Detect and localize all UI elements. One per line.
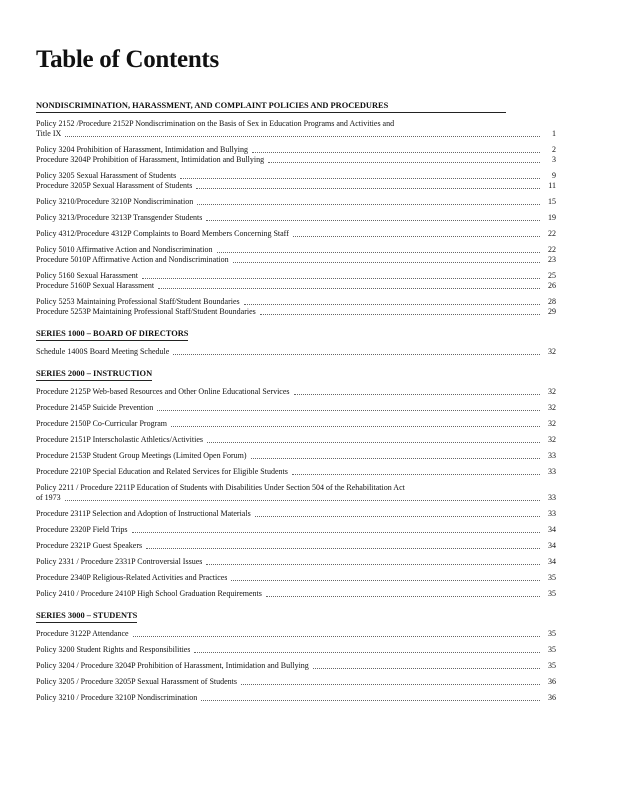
dot-leader bbox=[157, 410, 540, 411]
toc-entry[interactable] bbox=[36, 467, 556, 477]
toc-entry[interactable] bbox=[36, 403, 556, 413]
toc-group bbox=[36, 557, 556, 567]
toc-list bbox=[36, 95, 556, 709]
dot-leader bbox=[206, 220, 540, 221]
dot-leader bbox=[233, 262, 540, 263]
page-title: Table of Contents bbox=[36, 46, 219, 73]
toc-entry-title: Procedure 5010P Affirmative Action and Nondiscrimination bbox=[36, 255, 229, 264]
toc-entry[interactable] bbox=[36, 573, 556, 583]
toc-entry-page: 34 bbox=[548, 525, 556, 534]
toc-entry-page: 22 bbox=[548, 229, 556, 238]
toc-entry-title: Procedure 2340P Religious-Related Activities and Practices bbox=[36, 573, 228, 582]
toc-entry-page: 35 bbox=[548, 645, 556, 654]
toc-entry-page: 15 bbox=[548, 197, 556, 206]
toc-entry[interactable] bbox=[36, 387, 556, 397]
section-heading: SERIES 3000 – STUDENTS bbox=[36, 611, 137, 623]
toc-entry-title: Schedule 1400S Board Meeting Schedule bbox=[36, 347, 170, 356]
toc-group bbox=[36, 419, 556, 429]
toc-group bbox=[36, 171, 556, 191]
dot-leader bbox=[251, 458, 540, 459]
dot-leader bbox=[217, 252, 541, 253]
toc-entry[interactable] bbox=[36, 281, 556, 291]
toc-group bbox=[36, 645, 556, 655]
toc-group bbox=[36, 573, 556, 583]
toc-entry[interactable] bbox=[36, 451, 556, 461]
toc-group bbox=[36, 387, 556, 397]
section-heading: SERIES 2000 – INSTRUCTION bbox=[36, 369, 152, 381]
dot-leader bbox=[266, 596, 540, 597]
dot-leader bbox=[260, 314, 540, 315]
dot-leader bbox=[292, 474, 540, 475]
toc-entry[interactable] bbox=[36, 145, 556, 155]
toc-group bbox=[36, 467, 556, 477]
toc-entry-page: 32 bbox=[548, 435, 556, 444]
toc-entry-page: 22 bbox=[548, 245, 556, 254]
dot-leader bbox=[146, 548, 540, 549]
toc-entry-title: Policy 2152 /Procedure 2152P Nondiscrimination on the Basis of Sex in Education Programs and Activities and bbox=[36, 119, 395, 128]
toc-entry-page: 33 bbox=[548, 493, 556, 502]
toc-entry-title: Procedure 2151P Interscholastic Athletics/Activities bbox=[36, 435, 203, 444]
dot-leader bbox=[173, 354, 540, 355]
toc-entry-title: Policy 2331 / Procedure 2331P Controversial Issues bbox=[36, 557, 203, 566]
toc-entry-title: Procedure 3205P Sexual Harassment of Students bbox=[36, 181, 193, 190]
toc-entry-title: Policy 3213/Procedure 3213P Transgender Students bbox=[36, 213, 203, 222]
toc-entry-title: Policy 3200 Student Rights and Responsibilities bbox=[36, 645, 191, 654]
toc-group bbox=[36, 451, 556, 461]
toc-group bbox=[36, 677, 556, 687]
toc-entry-page: 32 bbox=[548, 403, 556, 412]
toc-entry-page: 36 bbox=[548, 677, 556, 686]
toc-entry[interactable] bbox=[36, 541, 556, 551]
dot-leader bbox=[206, 564, 540, 565]
toc-entry[interactable] bbox=[36, 525, 556, 535]
dot-leader bbox=[201, 700, 540, 701]
toc-group bbox=[36, 589, 556, 599]
toc-group bbox=[36, 483, 556, 503]
toc-group bbox=[36, 297, 556, 317]
toc-entry[interactable] bbox=[36, 171, 556, 181]
toc-entry-page: 29 bbox=[548, 307, 556, 316]
dot-leader bbox=[180, 178, 540, 179]
toc-group bbox=[36, 197, 556, 207]
toc-group bbox=[36, 629, 556, 639]
toc-entry-page: 36 bbox=[548, 693, 556, 702]
dot-leader bbox=[65, 500, 540, 501]
toc-entry-title: Policy 3204 Prohibition of Harassment, Intimidation and Bullying bbox=[36, 145, 248, 154]
toc-entry-page: 33 bbox=[548, 509, 556, 518]
toc-entry-title: Procedure 2321P Guest Speakers bbox=[36, 541, 143, 550]
toc-entry-page: 25 bbox=[548, 271, 556, 280]
toc-entry-page: 33 bbox=[548, 467, 556, 476]
toc-entry-page: 35 bbox=[548, 589, 556, 598]
toc-entry[interactable] bbox=[36, 155, 556, 165]
toc-entry-title: Policy 3210 / Procedure 3210P Nondiscrimination bbox=[36, 693, 198, 702]
toc-entry-title: Policy 2410 / Procedure 2410P High School Graduation Requirements bbox=[36, 589, 262, 598]
toc-entry-title: Procedure 3204P Prohibition of Harassment, Intimidation and Bullying bbox=[36, 155, 265, 164]
toc-entry-title: Title IX bbox=[36, 129, 62, 138]
toc-entry-page: 1 bbox=[552, 129, 556, 138]
toc-entry-page: 23 bbox=[548, 255, 556, 264]
toc-entry-page: 26 bbox=[548, 281, 556, 290]
toc-entry-title: Policy 5010 Affirmative Action and Nondiscrimination bbox=[36, 245, 213, 254]
toc-entry[interactable] bbox=[36, 693, 556, 703]
dot-leader bbox=[65, 136, 540, 137]
dot-leader bbox=[241, 684, 540, 685]
toc-entry-title: Procedure 2311P Selection and Adoption of Instructional Materials bbox=[36, 509, 251, 518]
toc-entry-title: Procedure 5160P Sexual Harassment bbox=[36, 281, 155, 290]
toc-group bbox=[36, 435, 556, 445]
toc-entry[interactable] bbox=[36, 213, 556, 223]
toc-entry-page: 32 bbox=[548, 387, 556, 396]
toc-entry[interactable] bbox=[36, 677, 556, 687]
toc-entry-title: Policy 3205 / Procedure 3205P Sexual Harassment of Students bbox=[36, 677, 238, 686]
toc-entry-title: Procedure 2150P Co-Curricular Program bbox=[36, 419, 168, 428]
toc-entry-page: 9 bbox=[552, 171, 556, 180]
toc-entry-title: Policy 4312/Procedure 4312P Complaints to Board Members Concerning Staff bbox=[36, 229, 289, 238]
toc-entry-title: of 1973 bbox=[36, 493, 61, 502]
dot-leader bbox=[133, 636, 540, 637]
toc-entry-title: Policy 5160 Sexual Harassment bbox=[36, 271, 138, 280]
toc-entry[interactable] bbox=[36, 129, 556, 139]
toc-entry[interactable] bbox=[36, 589, 556, 599]
toc-entry[interactable] bbox=[36, 629, 556, 639]
dot-leader bbox=[196, 188, 540, 189]
toc-entry-page: 2 bbox=[552, 145, 556, 154]
toc-entry-title: Procedure 2145P Suicide Prevention bbox=[36, 403, 154, 412]
dot-leader bbox=[268, 162, 540, 163]
toc-entry-title: Policy 3210/Procedure 3210P Nondiscrimination bbox=[36, 197, 194, 206]
toc-entry[interactable] bbox=[36, 229, 556, 239]
dot-leader bbox=[132, 532, 541, 533]
toc-entry[interactable] bbox=[36, 557, 556, 567]
toc-entry-page: 19 bbox=[548, 213, 556, 222]
toc-entry-title: Policy 3204 / Procedure 3204P Prohibition of Harassment, Intimidation and Bullying bbox=[36, 661, 309, 670]
toc-group bbox=[36, 119, 556, 139]
toc-entry-page: 32 bbox=[548, 347, 556, 356]
toc-entry[interactable] bbox=[36, 435, 556, 445]
toc-entry-title: Procedure 2153P Student Group Meetings (Limited Open Forum) bbox=[36, 451, 247, 460]
toc-entry[interactable] bbox=[36, 419, 556, 429]
toc-entry-title: Procedure 2320P Field Trips bbox=[36, 525, 128, 534]
dot-leader bbox=[194, 652, 540, 653]
toc-entry[interactable] bbox=[36, 271, 556, 281]
toc-entry-page: 11 bbox=[548, 181, 556, 190]
toc-entry[interactable] bbox=[36, 255, 556, 265]
dot-leader bbox=[244, 304, 540, 305]
toc-group bbox=[36, 245, 556, 265]
toc-entry-page: 3 bbox=[552, 155, 556, 164]
toc-entry-title: Procedure 2125P Web-based Resources and Other Online Educational Services bbox=[36, 387, 290, 396]
toc-group bbox=[36, 213, 556, 223]
toc-entry[interactable] bbox=[36, 347, 556, 357]
dot-leader bbox=[313, 668, 540, 669]
toc-entry-title: Policy 2211 / Procedure 2211P Education of Students with Disabilities Under Section 504 of the Rehabilitation Act bbox=[36, 483, 405, 492]
toc-entry[interactable] bbox=[36, 493, 556, 503]
toc-group bbox=[36, 525, 556, 535]
dot-leader bbox=[142, 278, 540, 279]
dot-leader bbox=[158, 288, 540, 289]
toc-entry-title: Policy 5253 Maintaining Professional Staff/Student Boundaries bbox=[36, 297, 240, 306]
toc-entry-page: 35 bbox=[548, 661, 556, 670]
toc-entry-page: 28 bbox=[548, 297, 556, 306]
toc-entry[interactable] bbox=[36, 307, 556, 317]
toc-group bbox=[36, 271, 556, 291]
section-heading: NONDISCRIMINATION, HARASSMENT, AND COMPLAINT POLICIES AND PROCEDURES bbox=[36, 101, 506, 113]
dot-leader bbox=[255, 516, 540, 517]
dot-leader bbox=[293, 236, 540, 237]
toc-group bbox=[36, 229, 556, 239]
toc-entry[interactable] bbox=[36, 297, 556, 307]
dot-leader bbox=[207, 442, 540, 443]
toc-group bbox=[36, 541, 556, 551]
toc-entry-page: 32 bbox=[548, 419, 556, 428]
toc-entry[interactable] bbox=[36, 509, 556, 519]
toc-entry-title: Procedure 5253P Maintaining Professional Staff/Student Boundaries bbox=[36, 307, 256, 316]
toc-group bbox=[36, 661, 556, 671]
toc-entry-page: 34 bbox=[548, 541, 556, 550]
toc-entry[interactable] bbox=[36, 645, 556, 655]
toc-entry-title: Procedure 3122P Attendance bbox=[36, 629, 129, 638]
toc-entry[interactable] bbox=[36, 119, 556, 129]
toc-entry[interactable] bbox=[36, 181, 556, 191]
toc-entry[interactable] bbox=[36, 245, 556, 255]
dot-leader bbox=[231, 580, 540, 581]
dot-leader bbox=[294, 394, 540, 395]
toc-group bbox=[36, 509, 556, 519]
dot-leader bbox=[197, 204, 540, 205]
toc-entry-page: 35 bbox=[548, 573, 556, 582]
dot-leader bbox=[252, 152, 540, 153]
toc-entry[interactable] bbox=[36, 197, 556, 207]
section-heading: SERIES 1000 – BOARD OF DIRECTORS bbox=[36, 329, 188, 341]
toc-group bbox=[36, 693, 556, 703]
toc-entry[interactable] bbox=[36, 483, 556, 493]
toc-group bbox=[36, 403, 556, 413]
toc-entry-title: Procedure 2210P Special Education and Related Services for Eligible Students bbox=[36, 467, 288, 476]
toc-group bbox=[36, 347, 556, 357]
toc-entry-page: 34 bbox=[548, 557, 556, 566]
toc-entry[interactable] bbox=[36, 661, 556, 671]
dot-leader bbox=[171, 426, 540, 427]
toc-entry-title: Policy 3205 Sexual Harassment of Students bbox=[36, 171, 177, 180]
toc-entry-page: 35 bbox=[548, 629, 556, 638]
toc-entry-page: 33 bbox=[548, 451, 556, 460]
toc-group bbox=[36, 145, 556, 165]
